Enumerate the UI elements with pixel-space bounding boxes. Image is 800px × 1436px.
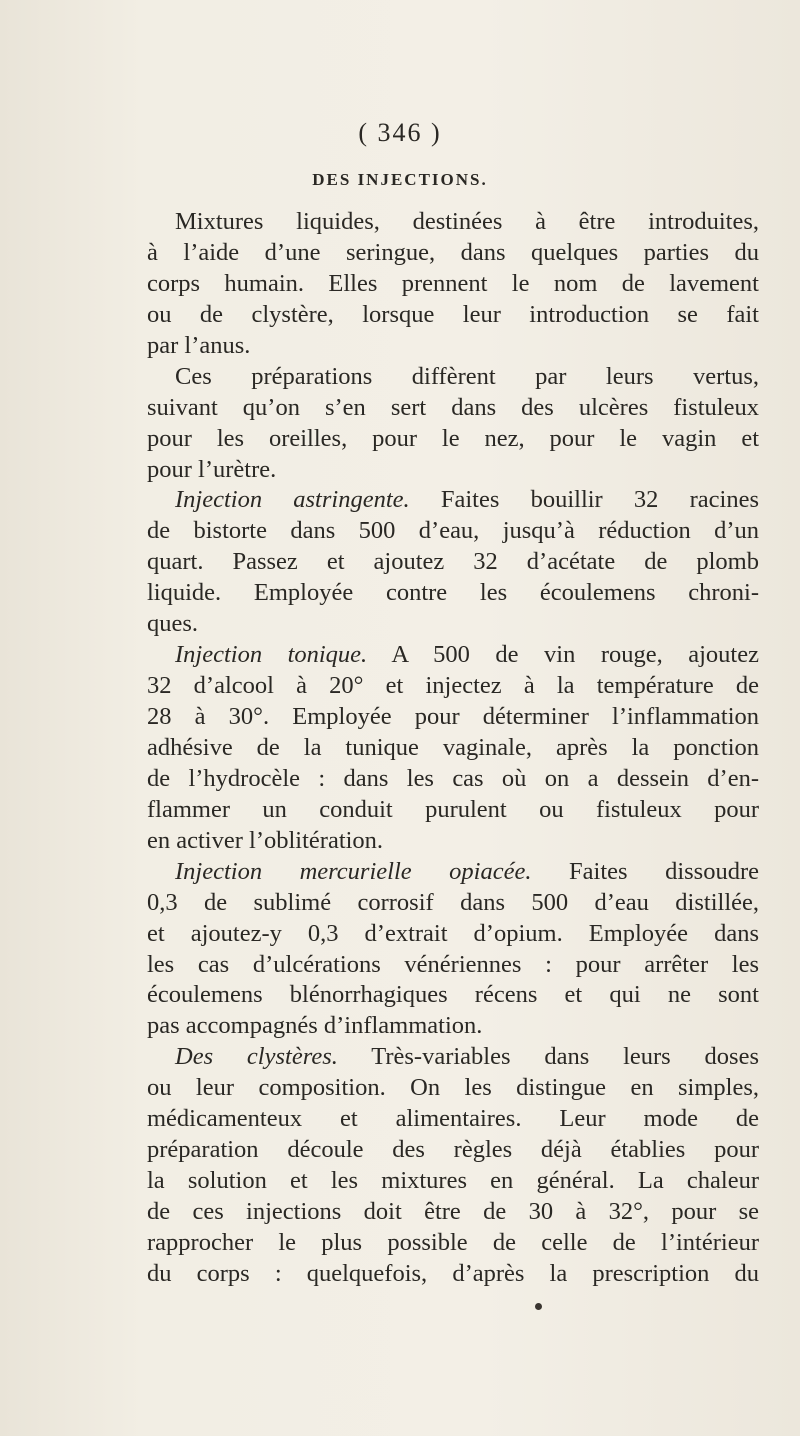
text-line	[147, 888, 759, 919]
text-line	[147, 1073, 759, 1104]
printer-mark	[535, 1303, 542, 1310]
line-text: A 500 de vin rouge, ajoutez	[367, 641, 759, 669]
line-text: par l’anus.	[147, 331, 251, 359]
line-text: du corps : quelquefois, d’après la prescription du	[147, 1259, 759, 1287]
recipe-title: Injection tonique.	[175, 641, 368, 669]
text-line	[147, 795, 759, 826]
line-text: à l’aide d’une seringue, dans quelques parties du	[147, 238, 759, 266]
text-line	[147, 393, 759, 424]
line-text: 0,3 de sublimé corrosif dans 500 d’eau distillée,	[147, 888, 759, 916]
page-number: ( 346 )	[358, 118, 442, 147]
text-line	[147, 919, 759, 950]
line-text: corps humain. Elles prennent le nom de lavement	[147, 269, 759, 297]
text-line	[147, 980, 759, 1011]
text-line	[147, 547, 759, 578]
text-line	[147, 1104, 759, 1135]
line-text: préparation découle des règles déjà établies pour	[147, 1136, 759, 1164]
line-text: quart. Passez et ajoutez 32 d’acétate de plomb	[147, 548, 759, 576]
line-text: pour l’urètre.	[147, 455, 277, 483]
line-text: Faites dissoudre	[531, 857, 759, 885]
line-text: de ces injections doit être de 30 à 32°, pour se	[147, 1198, 759, 1225]
text-line	[147, 857, 759, 888]
text-line	[147, 516, 759, 547]
text-line	[147, 1042, 759, 1073]
text-line	[147, 424, 759, 455]
section-heading: DES INJECTIONS.	[312, 170, 488, 189]
line-text: Très-variables dans leurs doses	[337, 1043, 759, 1071]
line-text: 28 à 30°. Employée pour déterminer l’inflammation	[147, 703, 759, 730]
line-text: de bistorte dans 500 d’eau, jusqu’à réduction d’un	[147, 517, 759, 545]
line-text: flammer un conduit purulent ou fistuleux pour	[147, 795, 759, 823]
text-line	[147, 485, 759, 516]
body-text	[147, 207, 759, 1290]
line-text: médicamenteux et alimentaires. Leur mode de	[147, 1105, 759, 1133]
text-line	[147, 609, 759, 640]
text-line	[147, 1197, 759, 1228]
text-line	[147, 733, 759, 764]
line-text: 32 d’alcool à 20° et injectez à la température de	[147, 672, 759, 700]
line-text: ou de clystère, lorsque leur introduction se fait	[147, 300, 759, 328]
text-line	[147, 1011, 759, 1042]
text-line	[147, 207, 759, 238]
text-line	[147, 950, 759, 981]
text-line	[147, 640, 759, 671]
text-line	[147, 362, 759, 393]
text-line	[147, 671, 759, 702]
line-text: suivant qu’on s’en sert dans des ulcères fistuleux	[147, 393, 759, 421]
line-text: la solution et les mixtures en général. La chaleur	[147, 1167, 759, 1195]
text-line	[147, 1135, 759, 1166]
text-line	[147, 764, 759, 795]
text-line	[147, 1166, 759, 1197]
line-text: liquide. Employée contre les écoulemens chroni-	[147, 579, 759, 607]
line-text: Ces préparations diffèrent par leurs vertus,	[175, 362, 759, 390]
line-text: ou leur composition. On les distingue en simples,	[147, 1074, 759, 1102]
text-line	[147, 826, 759, 857]
text-line	[147, 1228, 759, 1259]
recipe-title: Injection mercurielle opiacée.	[175, 857, 532, 885]
line-text: en activer l’oblitération.	[147, 826, 384, 854]
recipe-title: Injection astringente.	[175, 486, 410, 514]
line-text: Mixtures liquides, destinées à être introduites,	[175, 208, 759, 235]
recipe-title: Des clystères.	[175, 1043, 338, 1071]
text-line	[147, 578, 759, 609]
line-text: rapprocher le plus possible de celle de l’intérieur	[147, 1228, 759, 1256]
line-text: les cas d’ulcérations vénériennes : pour arrêter les	[147, 950, 759, 978]
line-text: écoulemens blénorrhagiques récens et qui ne sont	[147, 981, 759, 1009]
text-line	[147, 269, 759, 300]
line-text: pour les oreilles, pour le nez, pour le vagin et	[147, 424, 759, 452]
text-line	[147, 702, 759, 733]
line-text: Faites bouillir 32 racines	[409, 486, 759, 514]
text-line	[147, 331, 759, 362]
text-line	[147, 1259, 759, 1290]
text-line	[147, 300, 759, 331]
line-text: de l’hydrocèle : dans les cas où on a dessein d’en-	[147, 764, 759, 792]
line-text: adhésive de la tunique vaginale, après la ponction	[147, 733, 759, 761]
line-text: pas accompagnés d’inflammation.	[147, 1012, 483, 1040]
text-line	[147, 455, 759, 486]
text-line	[147, 238, 759, 269]
line-text: ques.	[147, 610, 199, 638]
line-text: et ajoutez-y 0,3 d’extrait d’opium. Employée dans	[147, 919, 759, 947]
